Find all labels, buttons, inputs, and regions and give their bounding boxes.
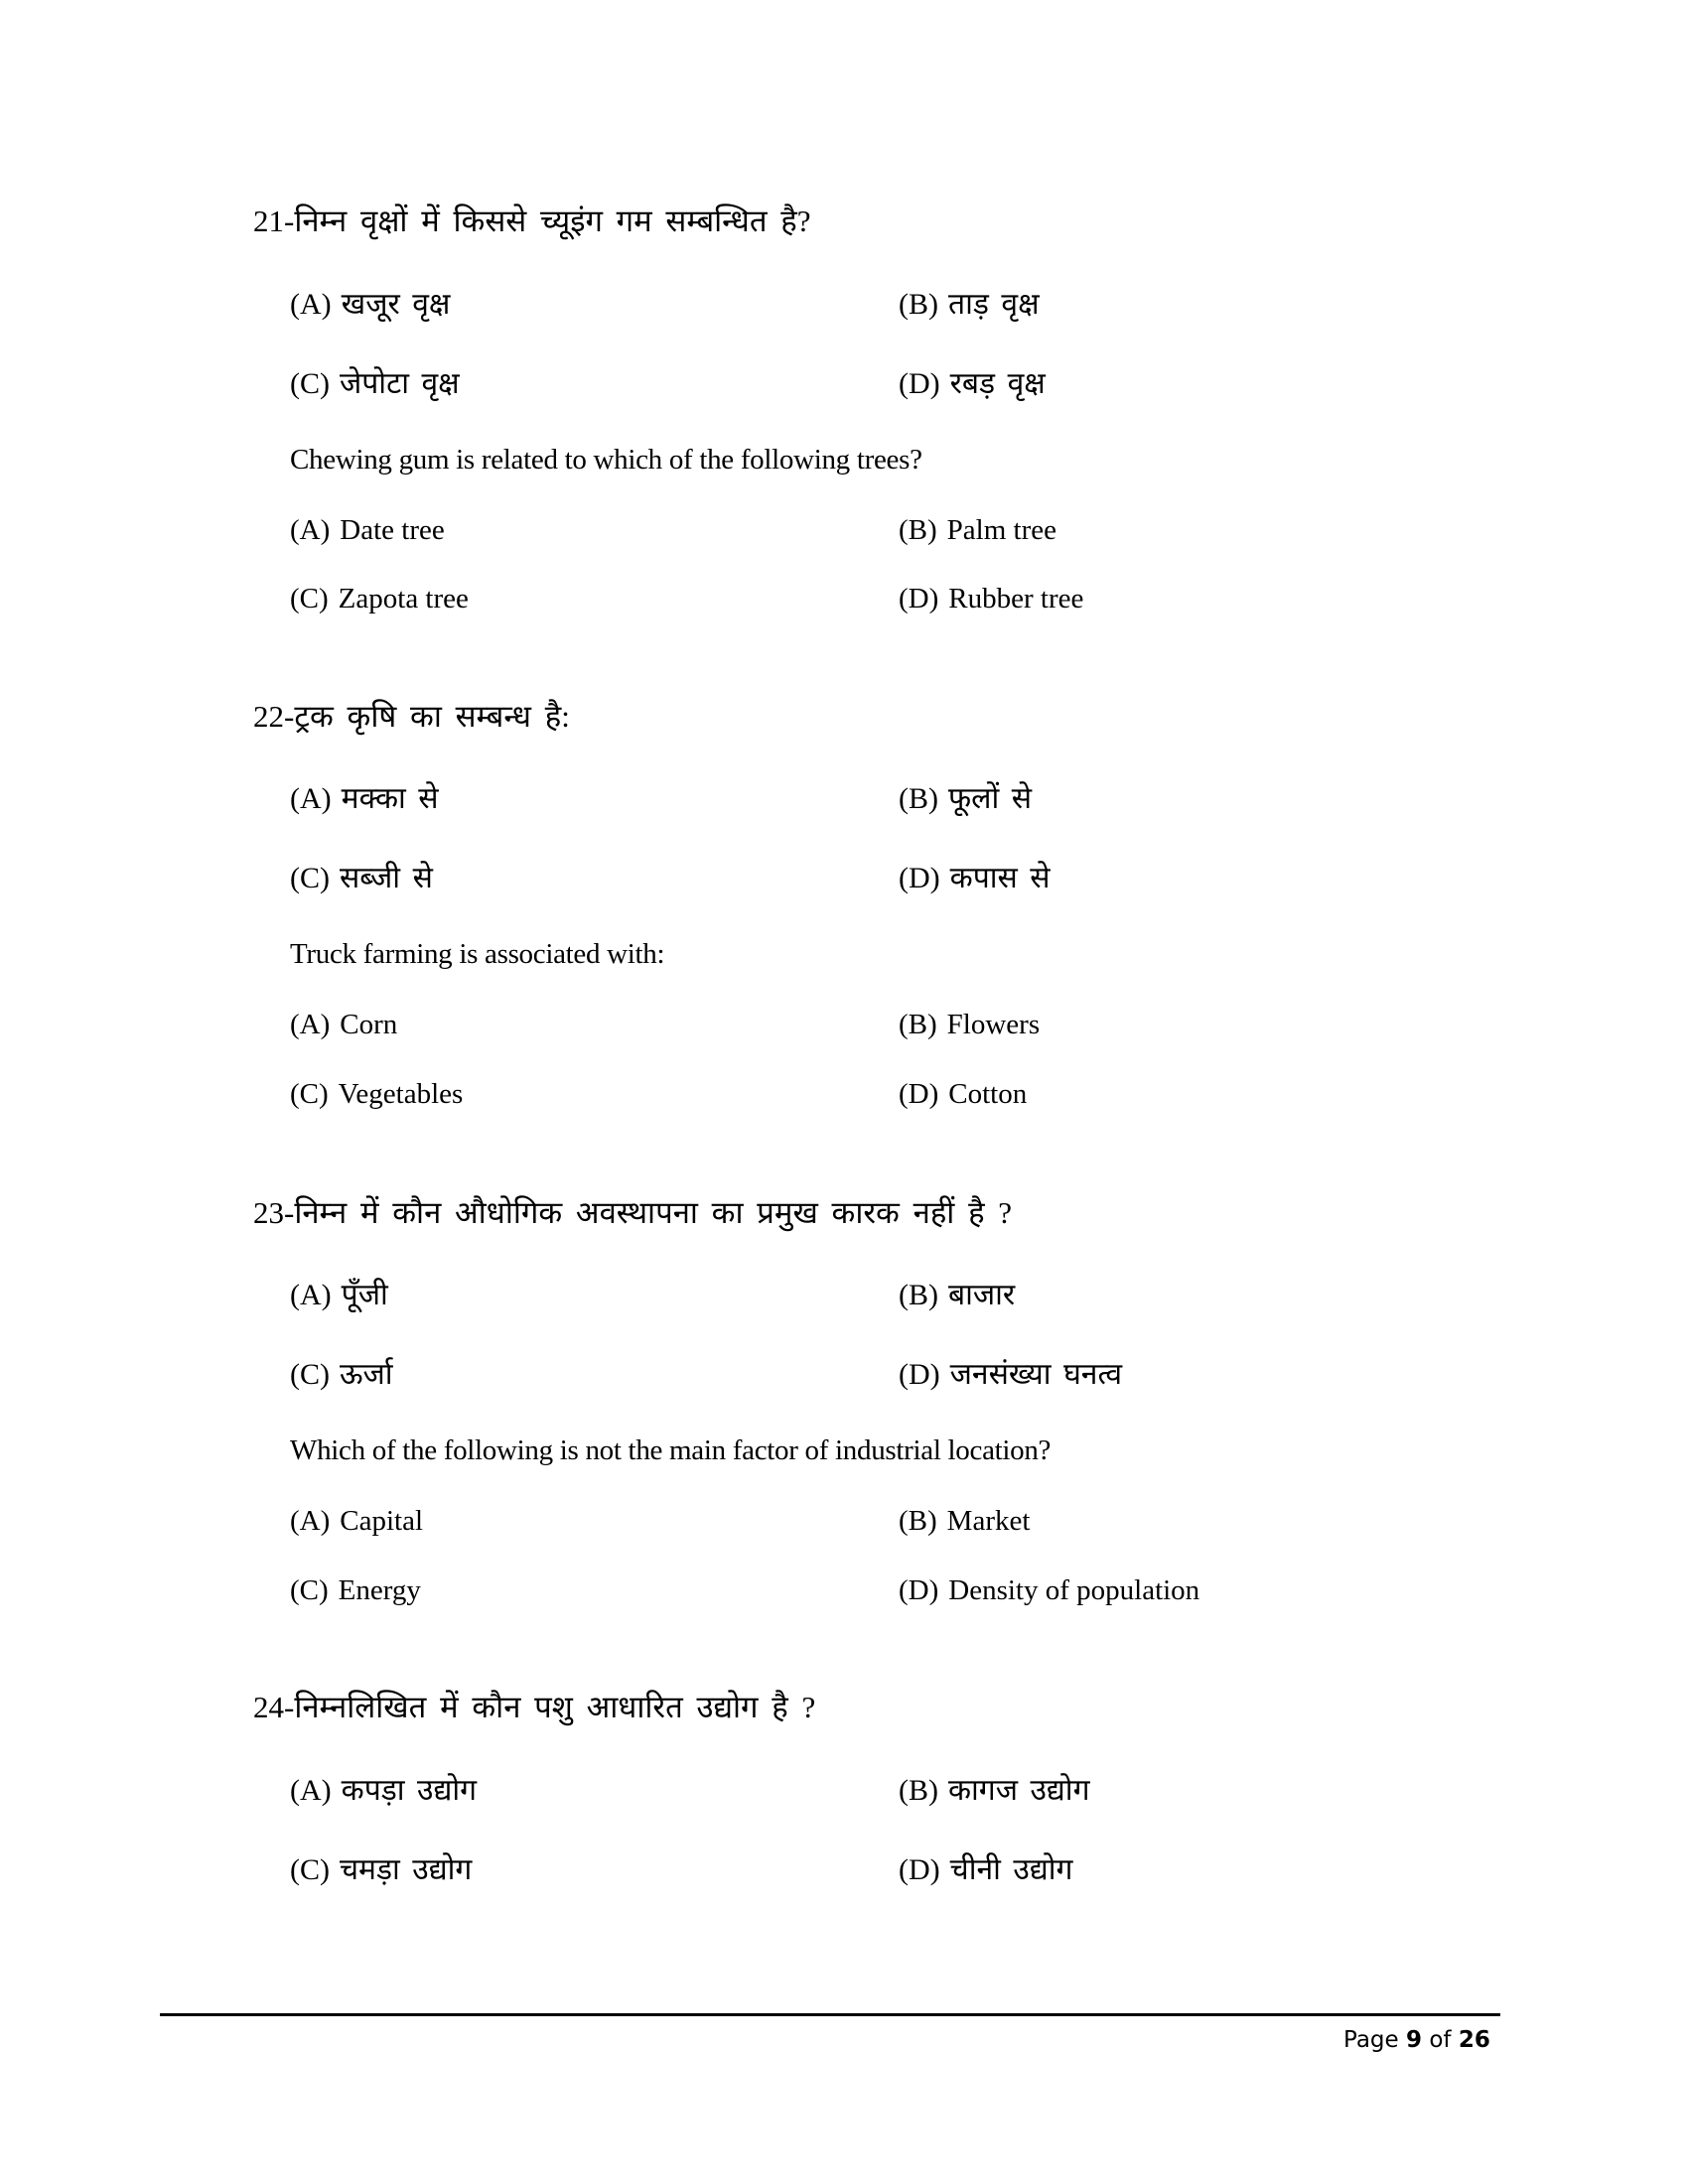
option-text: ऊर्जा bbox=[340, 1358, 393, 1391]
option-text: फूलों से bbox=[948, 782, 1033, 815]
option-label: (B) bbox=[899, 782, 938, 815]
option-text: Market bbox=[946, 1505, 1031, 1537]
option-text: Energy bbox=[338, 1574, 421, 1606]
question-23-hindi-option-b bbox=[899, 1277, 1015, 1314]
question-23-english-option-d bbox=[899, 1571, 1199, 1609]
option-label: (C) bbox=[290, 583, 329, 614]
option-label: (A) bbox=[290, 514, 331, 546]
question-21-hindi-option-b bbox=[899, 286, 1040, 324]
option-text: Corn bbox=[340, 1009, 398, 1040]
option-label: (B) bbox=[899, 1774, 938, 1807]
page-prefix: Page bbox=[1343, 2027, 1399, 2053]
option-text: चीनी उद्योग bbox=[949, 1853, 1073, 1886]
option-label: (D) bbox=[899, 583, 939, 614]
question-22-english-option-c bbox=[290, 1075, 463, 1113]
question-22-english-option-d bbox=[899, 1075, 1027, 1113]
option-label: (D) bbox=[899, 367, 940, 400]
question-23-hindi-text: 23-निम्न में कौन औधोगिक अवस्थापना का प्रमुख कारक नहीं है ? bbox=[253, 1195, 1013, 1230]
option-label: (D) bbox=[899, 1574, 939, 1606]
question-23-hindi-option-d bbox=[899, 1356, 1122, 1394]
question-22-hindi-text: 22-ट्रक कृषि का सम्बन्ध है: bbox=[253, 699, 570, 734]
question-22-english-text: Truck farming is associated with: bbox=[290, 938, 665, 970]
question-21-english-text: Chewing gum is related to which of the following trees? bbox=[290, 444, 922, 476]
option-text: Vegetables bbox=[338, 1078, 464, 1110]
option-label: (A) bbox=[290, 1009, 331, 1040]
question-21-hindi-text: 21-निम्न वृक्षों में किससे च्यूइंग गम सम्बन्धित है? bbox=[253, 204, 811, 238]
option-text: Density of population bbox=[948, 1574, 1200, 1606]
question-22-hindi-option-c bbox=[290, 860, 433, 897]
question-23-english-option-c bbox=[290, 1571, 421, 1609]
option-text: रबड़ वृक्ष bbox=[949, 367, 1046, 400]
question-23-hindi-option-c bbox=[290, 1356, 393, 1394]
question-24-hindi-option-b bbox=[899, 1772, 1089, 1810]
page-current: 9 bbox=[1406, 2027, 1423, 2053]
question-23-hindi-option-a bbox=[290, 1277, 388, 1314]
question-21-hindi-option-c bbox=[290, 365, 460, 403]
option-label: (B) bbox=[899, 514, 937, 546]
question-24-hindi-text: 24-निम्नलिखित में कौन पशु आधारित उद्योग है ? bbox=[253, 1690, 816, 1724]
option-text: सब्जी से bbox=[340, 862, 433, 894]
option-label: (C) bbox=[290, 1078, 329, 1110]
option-label: (B) bbox=[899, 1279, 938, 1311]
option-text: जेपोटा वृक्ष bbox=[340, 367, 460, 400]
option-label: (C) bbox=[290, 1574, 329, 1606]
question-23-english-option-b bbox=[899, 1502, 1030, 1540]
option-label: (D) bbox=[899, 1078, 939, 1110]
option-text: चमड़ा उद्योग bbox=[340, 1853, 473, 1886]
option-label: (B) bbox=[899, 1009, 937, 1040]
question-21-english-option-d bbox=[899, 580, 1083, 617]
question-21-english-option-b bbox=[899, 511, 1056, 549]
option-label: (C) bbox=[290, 862, 330, 894]
option-label: (A) bbox=[290, 288, 332, 321]
option-text: कागज उद्योग bbox=[948, 1774, 1090, 1807]
option-text: Date tree bbox=[340, 514, 445, 546]
question-23-english-text: Which of the following is not the main factor of industrial location? bbox=[290, 1434, 1052, 1466]
option-text: बाजार bbox=[948, 1279, 1016, 1311]
option-text: Palm tree bbox=[946, 514, 1056, 546]
question-21-english-option-a bbox=[290, 511, 445, 549]
option-label: (A) bbox=[290, 782, 332, 815]
question-21-hindi-option-d bbox=[899, 365, 1046, 403]
option-label: (C) bbox=[290, 367, 330, 400]
option-label: (D) bbox=[899, 1853, 940, 1886]
option-label: (D) bbox=[899, 862, 940, 894]
option-text: कपास से bbox=[949, 862, 1051, 894]
option-text: Capital bbox=[340, 1505, 424, 1537]
question-21-english-option-c bbox=[290, 580, 469, 617]
page-of: of bbox=[1429, 2027, 1452, 2053]
option-text: Cotton bbox=[948, 1078, 1028, 1110]
question-24-hindi-option-a bbox=[290, 1772, 477, 1810]
option-text: Flowers bbox=[946, 1009, 1041, 1040]
option-text: पूँजी bbox=[341, 1279, 388, 1311]
option-label: (A) bbox=[290, 1774, 332, 1807]
question-22-english-option-a bbox=[290, 1006, 397, 1043]
question-24-hindi-option-c bbox=[290, 1851, 472, 1889]
page-total: 26 bbox=[1458, 2027, 1490, 2053]
option-text: Rubber tree bbox=[948, 583, 1084, 614]
question-22-hindi-option-d bbox=[899, 860, 1051, 897]
footer-divider bbox=[160, 2013, 1500, 2016]
question-24-hindi-option-d bbox=[899, 1851, 1072, 1889]
option-label: (C) bbox=[290, 1853, 330, 1886]
option-label: (C) bbox=[290, 1358, 330, 1391]
option-text: कपड़ा उद्योग bbox=[341, 1774, 478, 1807]
option-label: (B) bbox=[899, 288, 938, 321]
question-23-english-option-a bbox=[290, 1502, 423, 1540]
option-label: (D) bbox=[899, 1358, 940, 1391]
option-text: खजूर वृक्ष bbox=[341, 288, 451, 321]
option-text: जनसंख्या घनत्व bbox=[949, 1358, 1123, 1391]
page-number bbox=[1343, 2025, 1490, 2055]
question-22-english-option-b bbox=[899, 1006, 1040, 1043]
option-label: (A) bbox=[290, 1279, 332, 1311]
option-text: ताड़ वृक्ष bbox=[948, 288, 1040, 321]
question-21-hindi-option-a bbox=[290, 286, 450, 324]
option-label: (B) bbox=[899, 1505, 937, 1537]
question-22-hindi-option-b bbox=[899, 780, 1032, 818]
option-label: (A) bbox=[290, 1505, 331, 1537]
option-text: Zapota tree bbox=[338, 583, 469, 614]
option-text: मक्का से bbox=[341, 782, 439, 815]
question-22-hindi-option-a bbox=[290, 780, 439, 818]
